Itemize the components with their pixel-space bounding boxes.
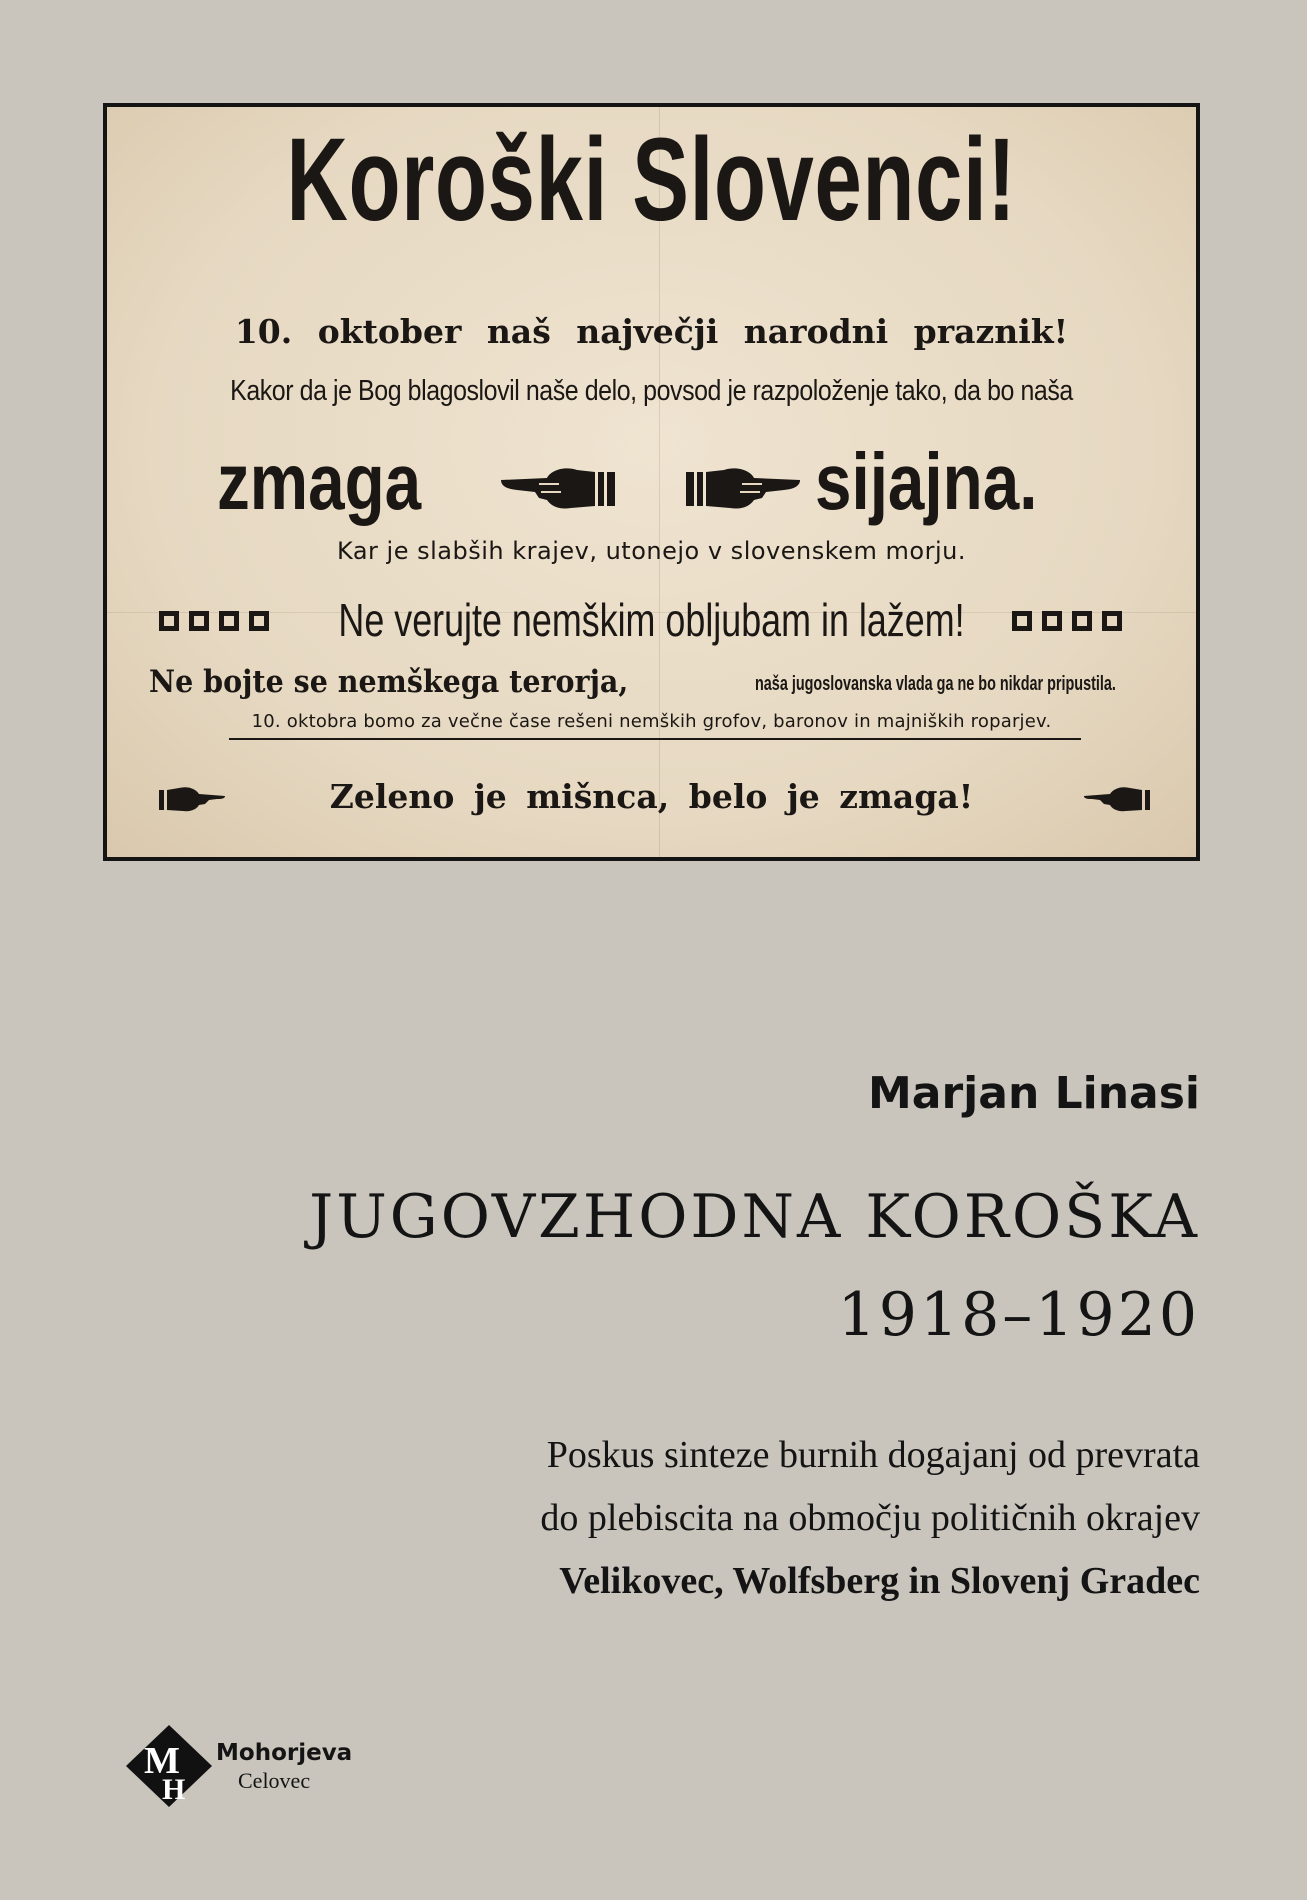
square-ornaments-right [1012, 611, 1122, 631]
poster-headline: Koroški Slovenci! [286, 114, 1017, 246]
book-author: Marjan Linasi [868, 1068, 1200, 1119]
poster-kar-line: Kar je slabših krajev, utonejo v slovenskem morju. [337, 537, 966, 565]
svg-text:M: M [144, 1740, 180, 1782]
poster-word-sijajna: sijajna. [815, 437, 1038, 526]
svg-text:H: H [162, 1773, 186, 1806]
poster-kakor-line: Kakor da je Bog blagoslovil naše delo, povsod je razpoloženje tako, da bo naša [230, 375, 1073, 407]
poster-zeleno-row [107, 762, 1196, 832]
small-hand-left-icon [1082, 784, 1152, 814]
poster-zeleno-line: Zeleno je mišnca, belo je zmaga! [329, 777, 974, 816]
poster-bojte-row [107, 652, 1196, 712]
book-subtitle [540, 1424, 1200, 1613]
book-title [309, 1168, 1200, 1364]
pointing-hand-left-icon [499, 462, 619, 514]
poster-ne-verujte-line: Ne verujte nemškim obljubam in lažem! [338, 594, 965, 646]
poster-nasa-line: naša jugoslovanska vlada ga ne bo nikdar pripustila. [755, 673, 1116, 695]
subtitle-line-3: Velikovec, Wolfsberg in Slovenj Gradec [559, 1560, 1200, 1602]
subtitle-line-2: do plebiscita na območju političnih okrajev [540, 1497, 1200, 1539]
cover-poster-image [103, 103, 1200, 861]
poster-ne-verujte-row [107, 585, 1196, 655]
pointing-hand-right-icon [682, 462, 802, 514]
poster-date-line: 10. oktober naš največji narodni praznik! [234, 312, 1069, 351]
publisher-name: Mohorjeva [216, 1740, 353, 1766]
publisher-logo-icon [124, 1723, 214, 1809]
publisher-city: Celovec [238, 1768, 311, 1793]
poster-word-zmaga: zmaga [217, 437, 422, 526]
poster-zmaga-row [107, 432, 1196, 532]
poster-oktobra-line: 10. oktobra bomo za večne čase rešeni nemških grofov, baronov in majniških roparjev. [251, 711, 1052, 732]
book-title-line-2: 1918–1920 [837, 1280, 1200, 1350]
subtitle-line-1: Poskus sinteze burnih dogajanj od prevrata [546, 1434, 1200, 1476]
poster-underline-divider [229, 738, 1081, 740]
book-title-line-1: JUGOVZHODNA KOROŠKA [309, 1182, 1200, 1252]
poster-bojte-line: Ne bojte se nemškega terorja, [149, 664, 629, 700]
